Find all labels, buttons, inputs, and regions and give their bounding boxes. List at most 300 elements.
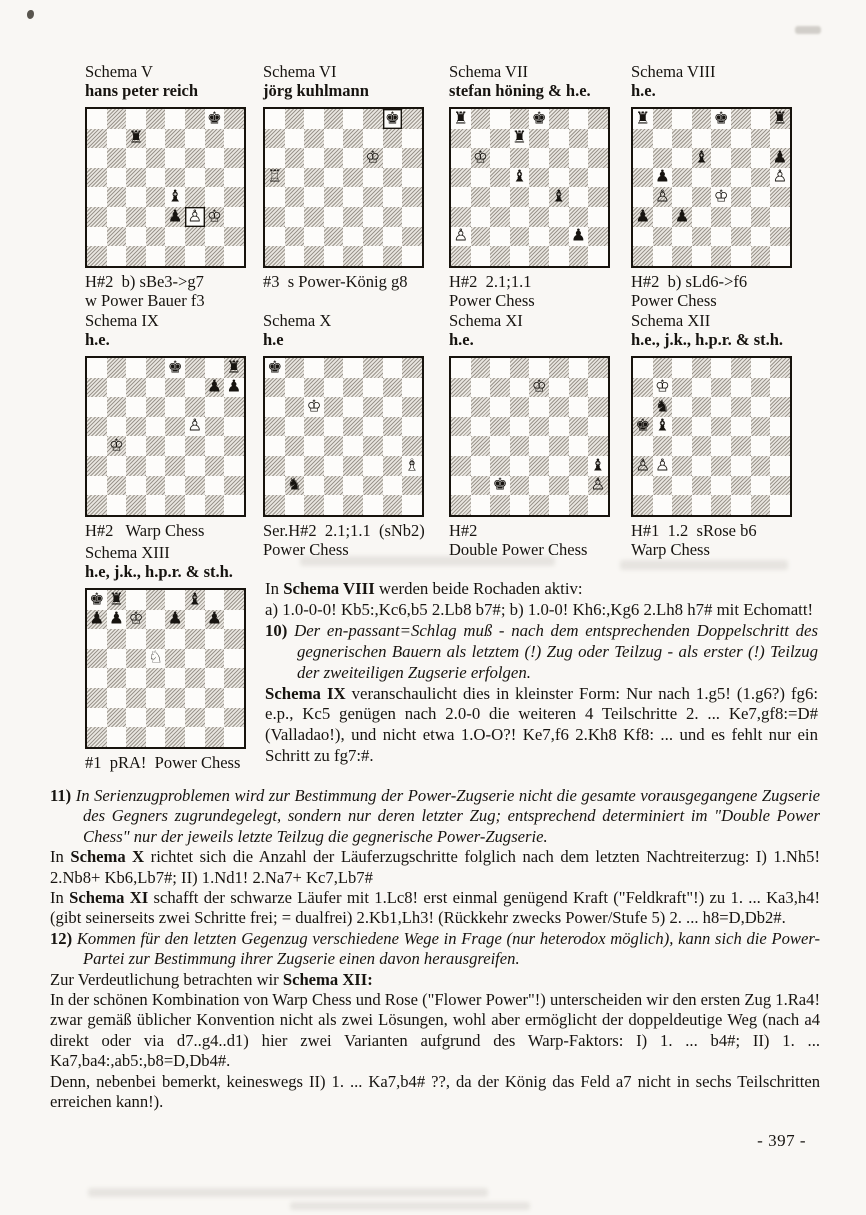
board-square-b5 (285, 417, 305, 437)
text-segment: Der en-passant=Schlag muß - nach dem entsprechenden Doppelschritt des gegnerischen Bauern als letztem (!) Zug oder Teilzug - als erster (!) Teilzug der zweiteiligen Zugserie erfolgen. (294, 620, 818, 682)
board-square-h8 (224, 109, 244, 129)
chessboard-schema-vi (263, 107, 424, 268)
figure-schema-vi (263, 62, 439, 291)
board-square-d2 (510, 227, 530, 247)
board-square-c3 (672, 207, 692, 227)
board-square-h1 (770, 246, 790, 266)
board-square-e3 (165, 688, 185, 708)
board-square-e7 (711, 378, 731, 398)
board-square-d3 (324, 456, 344, 476)
board-square-c4 (672, 436, 692, 456)
board-square-h6 (224, 629, 244, 649)
board-square-c4 (126, 436, 146, 456)
figure-caption: Ser.H#2 2.1;1.1 (sNb2) (263, 520, 425, 540)
text-segment: Schema IX (265, 683, 346, 703)
board-square-e1 (165, 727, 185, 747)
board-square-b7 (285, 129, 305, 149)
board-square-a1 (633, 246, 653, 266)
piece-bB-e4: ♝ (167, 186, 183, 206)
board-square-c8 (126, 590, 146, 610)
board-square-d2 (692, 227, 712, 247)
board-square-d6 (146, 148, 166, 168)
board-square-f3 (731, 207, 751, 227)
board-square-f4 (185, 668, 205, 688)
board-square-b3 (107, 456, 127, 476)
board-square-a3 (87, 456, 107, 476)
board-square-a6 (265, 148, 285, 168)
board-square-b4 (107, 436, 127, 456)
chessboard-schema-xii (631, 356, 792, 517)
board-square-f6 (363, 397, 383, 417)
board-square-e8 (711, 358, 731, 378)
text-segment: In (50, 888, 70, 908)
piece-bB-f4: ♝ (551, 186, 567, 206)
board-square-h7 (224, 610, 244, 630)
board-square-c6 (490, 397, 510, 417)
board-square-h5 (224, 417, 244, 437)
board-square-b4 (471, 187, 491, 207)
text-column-right (265, 579, 818, 767)
board-square-a6 (87, 148, 107, 168)
figure-authors: h.e (263, 330, 284, 349)
text-segment: In (265, 579, 284, 598)
board-square-d1 (692, 495, 712, 515)
text-segment: 11) (50, 786, 72, 805)
board-square-d1 (324, 246, 344, 266)
board-square-f2 (731, 476, 751, 496)
board-square-e4 (165, 436, 185, 456)
board-square-b6 (471, 397, 491, 417)
figure-title: Schema VIII (631, 62, 716, 81)
board-square-c2 (672, 476, 692, 496)
board-square-g7 (569, 378, 589, 398)
board-square-b3 (285, 207, 305, 227)
figure-title: Schema X (263, 311, 332, 330)
board-square-d7 (324, 378, 344, 398)
piece-bK-e8: ♚ (167, 357, 183, 377)
board-square-g6 (205, 629, 225, 649)
board-square-c7 (672, 129, 692, 149)
piece-bP-g7: ♟ (206, 608, 222, 628)
board-square-e2 (711, 476, 731, 496)
piece-wK-e4: ♔ (713, 186, 729, 206)
board-square-g1 (205, 246, 225, 266)
board-square-e5 (711, 168, 731, 188)
board-square-f6 (549, 148, 569, 168)
board-square-e2 (343, 227, 363, 247)
text-segment: 12) (50, 928, 73, 948)
board-square-b1 (107, 495, 127, 515)
text-segment: Denn, nebenbei bemerkt, keineswegs II) 1. ... Ka7,b4# ??, da der König das Feld a7 nicht in sechs Teilschritten erreichen kann!). (50, 1071, 820, 1112)
board-square-a2 (87, 227, 107, 247)
board-square-g3 (383, 456, 403, 476)
board-square-a3 (265, 456, 285, 476)
board-square-d7 (510, 378, 530, 398)
board-square-c7 (126, 129, 146, 149)
board-square-d8 (324, 358, 344, 378)
piece-bK-g8: ♚ (206, 108, 222, 128)
board-square-b8 (107, 109, 127, 129)
board-square-f8 (185, 109, 205, 129)
board-square-g8 (383, 109, 403, 129)
board-square-f3 (731, 456, 751, 476)
board-square-b3 (107, 207, 127, 227)
chessboard-schema-xiii (85, 588, 246, 749)
board-square-a2 (87, 708, 107, 728)
board-square-g8 (569, 358, 589, 378)
board-square-f5 (363, 168, 383, 188)
board-square-e7 (165, 610, 185, 630)
board-square-c6 (672, 397, 692, 417)
piece-bP-g7: ♟ (206, 376, 222, 396)
board-square-e1 (343, 246, 363, 266)
board-square-c8 (490, 109, 510, 129)
board-square-e7 (529, 129, 549, 149)
board-square-b2 (471, 476, 491, 496)
board-square-c8 (304, 109, 324, 129)
board-square-b1 (653, 495, 673, 515)
board-square-g1 (569, 246, 589, 266)
board-square-d1 (146, 727, 166, 747)
board-square-g6 (205, 148, 225, 168)
piece-bK-e8: ♚ (531, 108, 547, 128)
piece-bB-h3: ♝ (590, 455, 606, 475)
board-square-d3 (146, 207, 166, 227)
board-square-c7 (490, 378, 510, 398)
board-square-h5 (224, 649, 244, 669)
board-square-d8 (510, 109, 530, 129)
piece-bK-a8: ♚ (89, 589, 105, 609)
board-square-a8 (87, 590, 107, 610)
board-square-c3 (490, 456, 510, 476)
board-square-a4 (87, 436, 107, 456)
board-square-h4 (588, 436, 608, 456)
figure-title: Schema XIII (85, 543, 170, 562)
board-square-h3 (224, 688, 244, 708)
board-square-c3 (126, 207, 146, 227)
piece-bK-e8: ♚ (713, 108, 729, 128)
board-square-g8 (205, 109, 225, 129)
paragraph-schema-xi-discussion (50, 888, 820, 929)
piece-wP-a2: ♙ (453, 225, 469, 245)
board-square-g2 (569, 476, 589, 496)
board-square-b2 (107, 227, 127, 247)
board-square-g7 (205, 378, 225, 398)
board-square-e1 (529, 495, 549, 515)
bleedthrough-artifact (290, 1202, 530, 1210)
board-square-b6 (107, 148, 127, 168)
figure-authors: jörg kuhlmann (263, 81, 369, 100)
board-square-h7 (402, 378, 422, 398)
board-square-h4 (588, 187, 608, 207)
piece-wR-a5: ♖ (267, 166, 283, 186)
board-square-d2 (692, 476, 712, 496)
board-square-h6 (402, 397, 422, 417)
board-square-a6 (451, 397, 471, 417)
board-square-e8 (343, 109, 363, 129)
figure-title: Schema VII (449, 62, 528, 81)
board-square-d7 (692, 378, 712, 398)
text-segment: Schema XI (69, 888, 149, 908)
board-square-f4 (363, 187, 383, 207)
board-square-b7 (471, 129, 491, 149)
board-square-f1 (549, 495, 569, 515)
board-square-g3 (569, 207, 589, 227)
board-square-f5 (185, 649, 205, 669)
board-square-a7 (265, 129, 285, 149)
board-square-h8 (224, 358, 244, 378)
piece-wK-c6: ♔ (306, 396, 322, 416)
board-square-d4 (324, 436, 344, 456)
piece-wK-g3: ♔ (206, 206, 222, 226)
board-square-a3 (265, 207, 285, 227)
board-square-d4 (510, 436, 530, 456)
piece-bP-g2: ♟ (570, 225, 586, 245)
board-square-c6 (304, 148, 324, 168)
board-square-g4 (205, 668, 225, 688)
board-square-d6 (692, 397, 712, 417)
board-square-c2 (672, 227, 692, 247)
board-square-e1 (165, 246, 185, 266)
board-square-g2 (383, 476, 403, 496)
board-square-a4 (451, 187, 471, 207)
board-square-b1 (285, 495, 305, 515)
board-square-f7 (363, 378, 383, 398)
board-square-a1 (87, 246, 107, 266)
board-square-f2 (363, 476, 383, 496)
board-square-e3 (711, 207, 731, 227)
board-square-b7 (107, 378, 127, 398)
text-segment: In der schönen Kombination von Warp Chess und Rose ("Flower Power"!) unterscheiden wir den ersten Zug 1.Ra4! zwar gemäß üblicher Konvention nicht als zwei Lösungen, wohl aber ermöglicht der doppeldeutige Weg (nach a4 direkt oder via d7..g4..d1) hier zwei Varianten aufgrund des Warp-Faktors: I) 1. ... b4#; II) 1. ... Ka7,ba4:,ab5:,b8=D,Db4#. (50, 990, 820, 1071)
board-square-g6 (383, 148, 403, 168)
board-square-a5 (633, 168, 653, 188)
board-square-h4 (224, 436, 244, 456)
board-square-f3 (185, 688, 205, 708)
board-square-g2 (205, 476, 225, 496)
piece-bP-a3: ♟ (635, 206, 651, 226)
board-square-f5 (549, 417, 569, 437)
board-square-h7 (402, 129, 422, 149)
board-square-f4 (731, 187, 751, 207)
board-square-a8 (87, 109, 107, 129)
board-square-b6 (471, 148, 491, 168)
board-square-h3 (224, 207, 244, 227)
board-square-b1 (107, 246, 127, 266)
board-square-a2 (265, 476, 285, 496)
board-square-c1 (672, 495, 692, 515)
board-square-f2 (363, 227, 383, 247)
piece-wP-b3: ♙ (654, 455, 670, 475)
figure-authors: hans peter reich (85, 81, 199, 100)
board-square-c5 (672, 168, 692, 188)
figure-caption: H#2 Warp Chess (85, 520, 205, 540)
board-square-e5 (165, 417, 185, 437)
board-square-a8 (265, 109, 285, 129)
board-square-a1 (87, 727, 107, 747)
figure-caption: Power Chess (263, 539, 349, 559)
board-square-g8 (205, 590, 225, 610)
board-square-c1 (672, 246, 692, 266)
piece-bP-a7: ♟ (89, 608, 105, 628)
board-square-h3 (770, 207, 790, 227)
board-square-h1 (770, 495, 790, 515)
board-square-b8 (107, 590, 127, 610)
board-square-h5 (224, 168, 244, 188)
board-square-e5 (529, 168, 549, 188)
board-square-h8 (770, 109, 790, 129)
board-square-c4 (304, 187, 324, 207)
board-square-f2 (731, 227, 751, 247)
board-square-a5 (451, 417, 471, 437)
figure-title: Schema VI (263, 62, 337, 81)
piece-bP-c3: ♟ (674, 206, 690, 226)
board-square-b7 (653, 378, 673, 398)
board-square-c1 (304, 495, 324, 515)
board-square-b6 (107, 397, 127, 417)
figure-caption: H#2 2.1;1.1 (449, 271, 532, 291)
figure-schema-x (263, 311, 439, 559)
board-square-g5 (205, 417, 225, 437)
board-square-a5 (87, 168, 107, 188)
text-segment: werden beide Rochaden aktiv: (374, 579, 583, 598)
board-square-e5 (343, 168, 363, 188)
board-square-d4 (146, 668, 166, 688)
board-square-b7 (107, 610, 127, 630)
board-square-e2 (529, 227, 549, 247)
piece-bR-b8: ♜ (108, 589, 124, 609)
board-square-g1 (205, 727, 225, 747)
board-square-f2 (185, 708, 205, 728)
board-square-a3 (87, 207, 107, 227)
board-square-e3 (165, 207, 185, 227)
piece-bB-d6: ♝ (694, 147, 709, 167)
board-square-g1 (383, 246, 403, 266)
board-square-b6 (285, 397, 305, 417)
board-square-h2 (224, 227, 244, 247)
board-square-c8 (672, 358, 692, 378)
board-square-e5 (711, 417, 731, 437)
board-square-h5 (770, 168, 790, 188)
board-square-d3 (692, 207, 712, 227)
board-square-h8 (770, 358, 790, 378)
board-square-c7 (304, 129, 324, 149)
figure-caption: Double Power Chess (449, 539, 588, 559)
piece-wP-f5: ♙ (187, 415, 203, 435)
board-square-g2 (751, 227, 771, 247)
board-square-d5 (146, 649, 166, 669)
text-segment: schafft der schwarze Läufer mit 1.Lc8! erst einmal genügend Kraft ("Feldkraft"!) zu 1. ... Ka3,h4! (gibt seinerseits zwei Schritte frei; = dualfrei) 2.Kb1,Lh3! (Rückkehr zwecks Power/Stufe 5) 2. ... h8=D,Db2#. (50, 888, 820, 928)
board-square-b2 (653, 476, 673, 496)
board-square-h2 (224, 708, 244, 728)
board-square-h4 (402, 436, 422, 456)
board-square-b2 (653, 227, 673, 247)
board-square-g6 (751, 148, 771, 168)
board-square-a2 (633, 227, 653, 247)
piece-bR-a8: ♜ (453, 108, 469, 128)
piece-wN-d5: ♘ (148, 647, 163, 667)
board-square-h1 (224, 495, 244, 515)
board-square-f7 (731, 129, 751, 149)
piece-wK-b6: ♔ (472, 147, 488, 167)
board-square-e5 (343, 417, 363, 437)
board-square-a8 (633, 358, 653, 378)
board-square-h1 (588, 246, 608, 266)
board-square-b3 (471, 207, 491, 227)
board-square-e3 (165, 456, 185, 476)
board-square-d8 (692, 109, 712, 129)
board-square-d2 (146, 227, 166, 247)
board-square-c6 (672, 148, 692, 168)
board-square-e1 (529, 246, 549, 266)
board-square-f7 (549, 378, 569, 398)
board-square-c6 (126, 148, 146, 168)
board-square-f3 (363, 456, 383, 476)
board-square-a4 (87, 668, 107, 688)
board-square-c4 (490, 187, 510, 207)
board-square-a3 (633, 207, 653, 227)
board-square-d3 (146, 456, 166, 476)
board-square-a1 (633, 495, 653, 515)
board-square-h2 (588, 227, 608, 247)
board-square-g6 (751, 397, 771, 417)
board-square-g8 (751, 358, 771, 378)
board-square-b4 (653, 436, 673, 456)
board-square-c1 (126, 246, 146, 266)
board-square-g7 (569, 129, 589, 149)
board-square-h1 (224, 727, 244, 747)
board-square-e4 (343, 187, 363, 207)
board-square-b4 (285, 187, 305, 207)
board-square-f5 (731, 417, 751, 437)
board-square-f5 (549, 168, 569, 188)
board-square-d1 (692, 246, 712, 266)
board-square-g5 (205, 168, 225, 188)
chessboard-schema-viii (631, 107, 792, 268)
board-square-f1 (731, 495, 751, 515)
board-square-h5 (770, 417, 790, 437)
board-square-g8 (569, 109, 589, 129)
bleedthrough-artifact (620, 560, 788, 570)
piece-wK-c7: ♔ (128, 608, 144, 628)
board-square-f6 (185, 148, 205, 168)
board-square-h8 (588, 358, 608, 378)
figure-caption: H#2 b) sLd6->f6 (631, 271, 748, 291)
board-square-g7 (383, 378, 403, 398)
board-square-e7 (343, 378, 363, 398)
piece-wK-f6: ♔ (365, 147, 381, 167)
board-square-a4 (633, 187, 653, 207)
board-square-e4 (343, 436, 363, 456)
board-square-c2 (126, 708, 146, 728)
board-square-g8 (751, 109, 771, 129)
board-square-c1 (490, 246, 510, 266)
board-square-a2 (87, 476, 107, 496)
piece-wP-b4: ♙ (654, 186, 670, 206)
board-square-f1 (363, 495, 383, 515)
board-square-e1 (343, 495, 363, 515)
board-square-d8 (146, 358, 166, 378)
board-square-g4 (383, 436, 403, 456)
board-square-f7 (185, 610, 205, 630)
board-square-e6 (165, 629, 185, 649)
paragraph-footnote-10 (265, 621, 818, 684)
board-square-f8 (549, 358, 569, 378)
board-square-c7 (304, 378, 324, 398)
board-square-e6 (711, 397, 731, 417)
board-square-h1 (224, 246, 244, 266)
board-square-h2 (402, 476, 422, 496)
board-square-a7 (451, 378, 471, 398)
